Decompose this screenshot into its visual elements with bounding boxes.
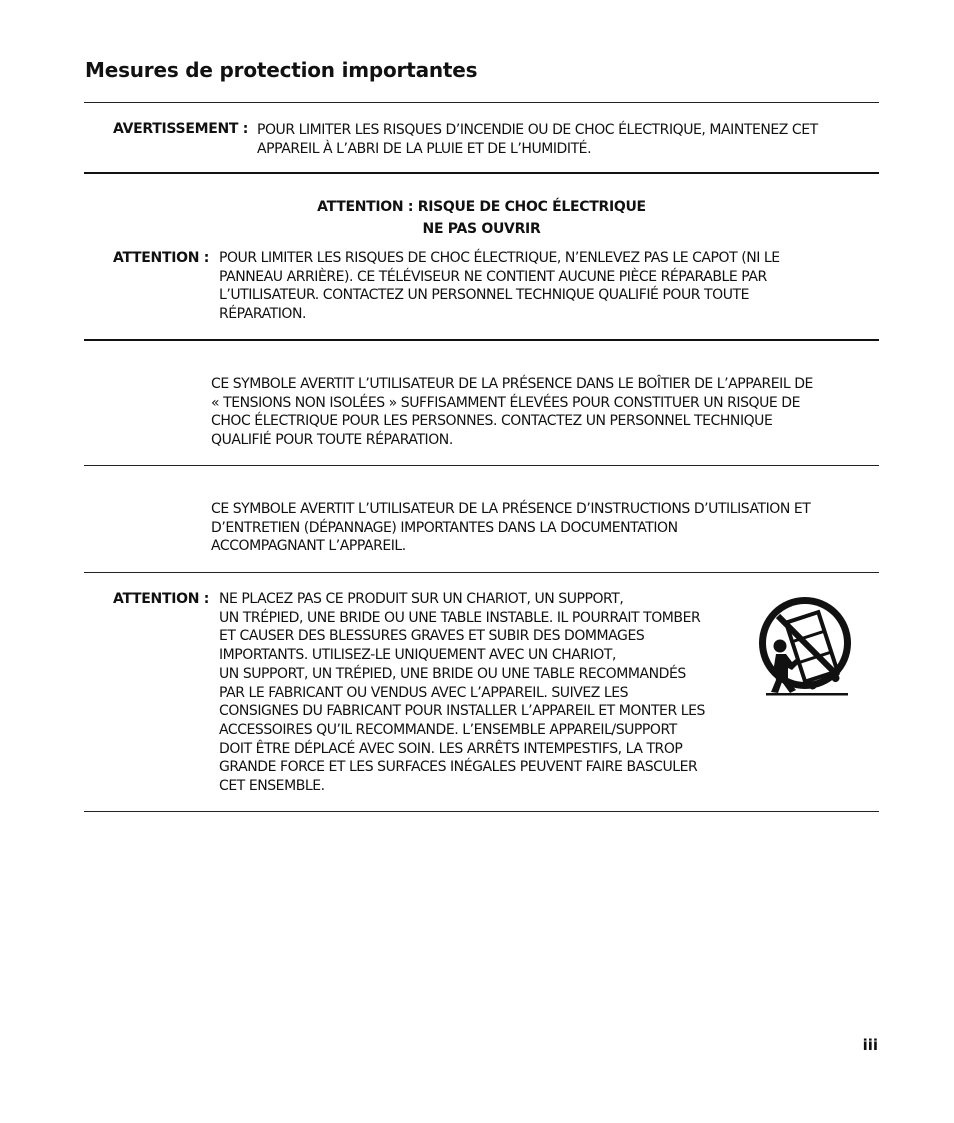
shock-heading: ATTENTION : RISQUE DE CHOC ÉLECTRIQUE	[317, 199, 646, 215]
cart-line: UN TRÉPIED, UNE BRIDE OU UNE TABLE INSTABLE. IL POURRAIT TOMBER	[219, 609, 701, 626]
cart-line: NE PLACEZ PAS CE PRODUIT SUR UN CHARIOT, UN SUPPORT,	[219, 591, 624, 607]
warning-line: POUR LIMITER LES RISQUES D’INCENDIE OU DE CHOC ÉLECTRIQUE, MAINTENEZ CET	[257, 122, 818, 138]
symbol-voltage-line: QUALIFIÉ POUR TOUTE RÉPARATION.	[211, 432, 453, 449]
cart-tip-over-warning-icon	[752, 596, 858, 702]
cart-line: CONSIGNES DU FABRICANT POUR INSTALLER L’APPAREIL ET MONTER LES	[219, 703, 705, 720]
cart-line: ET CAUSER DES BLESSURES GRAVES ET SUBIR DES DOMMAGES	[219, 628, 645, 645]
divider	[84, 102, 879, 103]
symbol-instructions-line: CE SYMBOLE AVERTIT L’UTILISATEUR DE LA PRÉSENCE D’INSTRUCTIONS D’UTILISATION ET	[211, 501, 811, 517]
cart-line: DOIT ÊTRE DÉPLACÉ AVEC SOIN. LES ARRÊTS INTEMPESTIFS, LA TROP	[219, 740, 683, 757]
shock-label: ATTENTION :	[113, 250, 209, 266]
shock-line: POUR LIMITER LES RISQUES DE CHOC ÉLECTRIQUE, N’ENLEVEZ PAS LE CAPOT (NI LE	[219, 250, 780, 266]
divider	[84, 572, 879, 573]
symbol-voltage-line: CHOC ÉLECTRIQUE POUR LES PERSONNES. CONTACTEZ UN PERSONNEL TECHNIQUE	[211, 413, 773, 430]
cart-line: ACCESSOIRES QU’IL RECOMMANDE. L’ENSEMBLE APPAREIL/SUPPORT	[219, 721, 677, 738]
symbol-voltage-text	[211, 375, 813, 450]
shock-line: RÉPARATION.	[219, 306, 307, 323]
shock-line: L’UTILISATEUR. CONTACTEZ UN PERSONNEL TECHNIQUE QUALIFIÉ POUR TOUTE	[219, 287, 749, 304]
divider	[84, 465, 879, 466]
symbol-voltage-line: « TENSIONS NON ISOLÉES » SUFFISAMMENT ÉLEVÉES POUR CONSTITUER UN RISQUE DE	[211, 394, 801, 411]
warning-line: APPAREIL À L’ABRI DE LA PLUIE ET DE L’HUMIDITÉ.	[257, 140, 592, 157]
divider	[84, 339, 879, 341]
page-title: Mesures de protection importantes	[85, 58, 478, 82]
shock-text	[219, 249, 780, 324]
cart-text	[219, 590, 705, 796]
warning-text	[257, 121, 818, 158]
page-number: iii	[862, 1036, 878, 1054]
warning-label: AVERTISSEMENT :	[113, 121, 249, 137]
divider	[84, 172, 879, 174]
symbol-instructions-text	[211, 500, 810, 556]
shock-subheading: NE PAS OUVRIR	[422, 221, 541, 237]
symbol-instructions-line: D’ENTRETIEN (DÉPANNAGE) IMPORTANTES DANS LA DOCUMENTATION	[211, 519, 678, 536]
symbol-voltage-line: CE SYMBOLE AVERTIT L’UTILISATEUR DE LA PRÉSENCE DANS LE BOÎTIER DE L’APPAREIL DE	[211, 376, 813, 392]
symbol-instructions-line: ACCOMPAGNANT L’APPAREIL.	[211, 538, 406, 555]
cart-line: UN SUPPORT, UN TRÉPIED, UNE BRIDE OU UNE TABLE RECOMMANDÉS	[219, 665, 686, 682]
cart-line: GRANDE FORCE ET LES SURFACES INÉGALES PEUVENT FAIRE BASCULER	[219, 759, 698, 776]
cart-line: IMPORTANTS. UTILISEZ-LE UNIQUEMENT AVEC UN CHARIOT,	[219, 647, 616, 664]
shock-line: PANNEAU ARRIÈRE). CE TÉLÉVISEUR NE CONTIENT AUCUNE PIÈCE RÉPARABLE PAR	[219, 268, 767, 285]
cart-label: ATTENTION :	[113, 591, 209, 607]
divider	[84, 811, 879, 812]
cart-line: PAR LE FABRICANT OU VENDUS AVEC L’APPAREIL. SUIVEZ LES	[219, 684, 629, 701]
cart-line: CET ENSEMBLE.	[219, 778, 325, 795]
